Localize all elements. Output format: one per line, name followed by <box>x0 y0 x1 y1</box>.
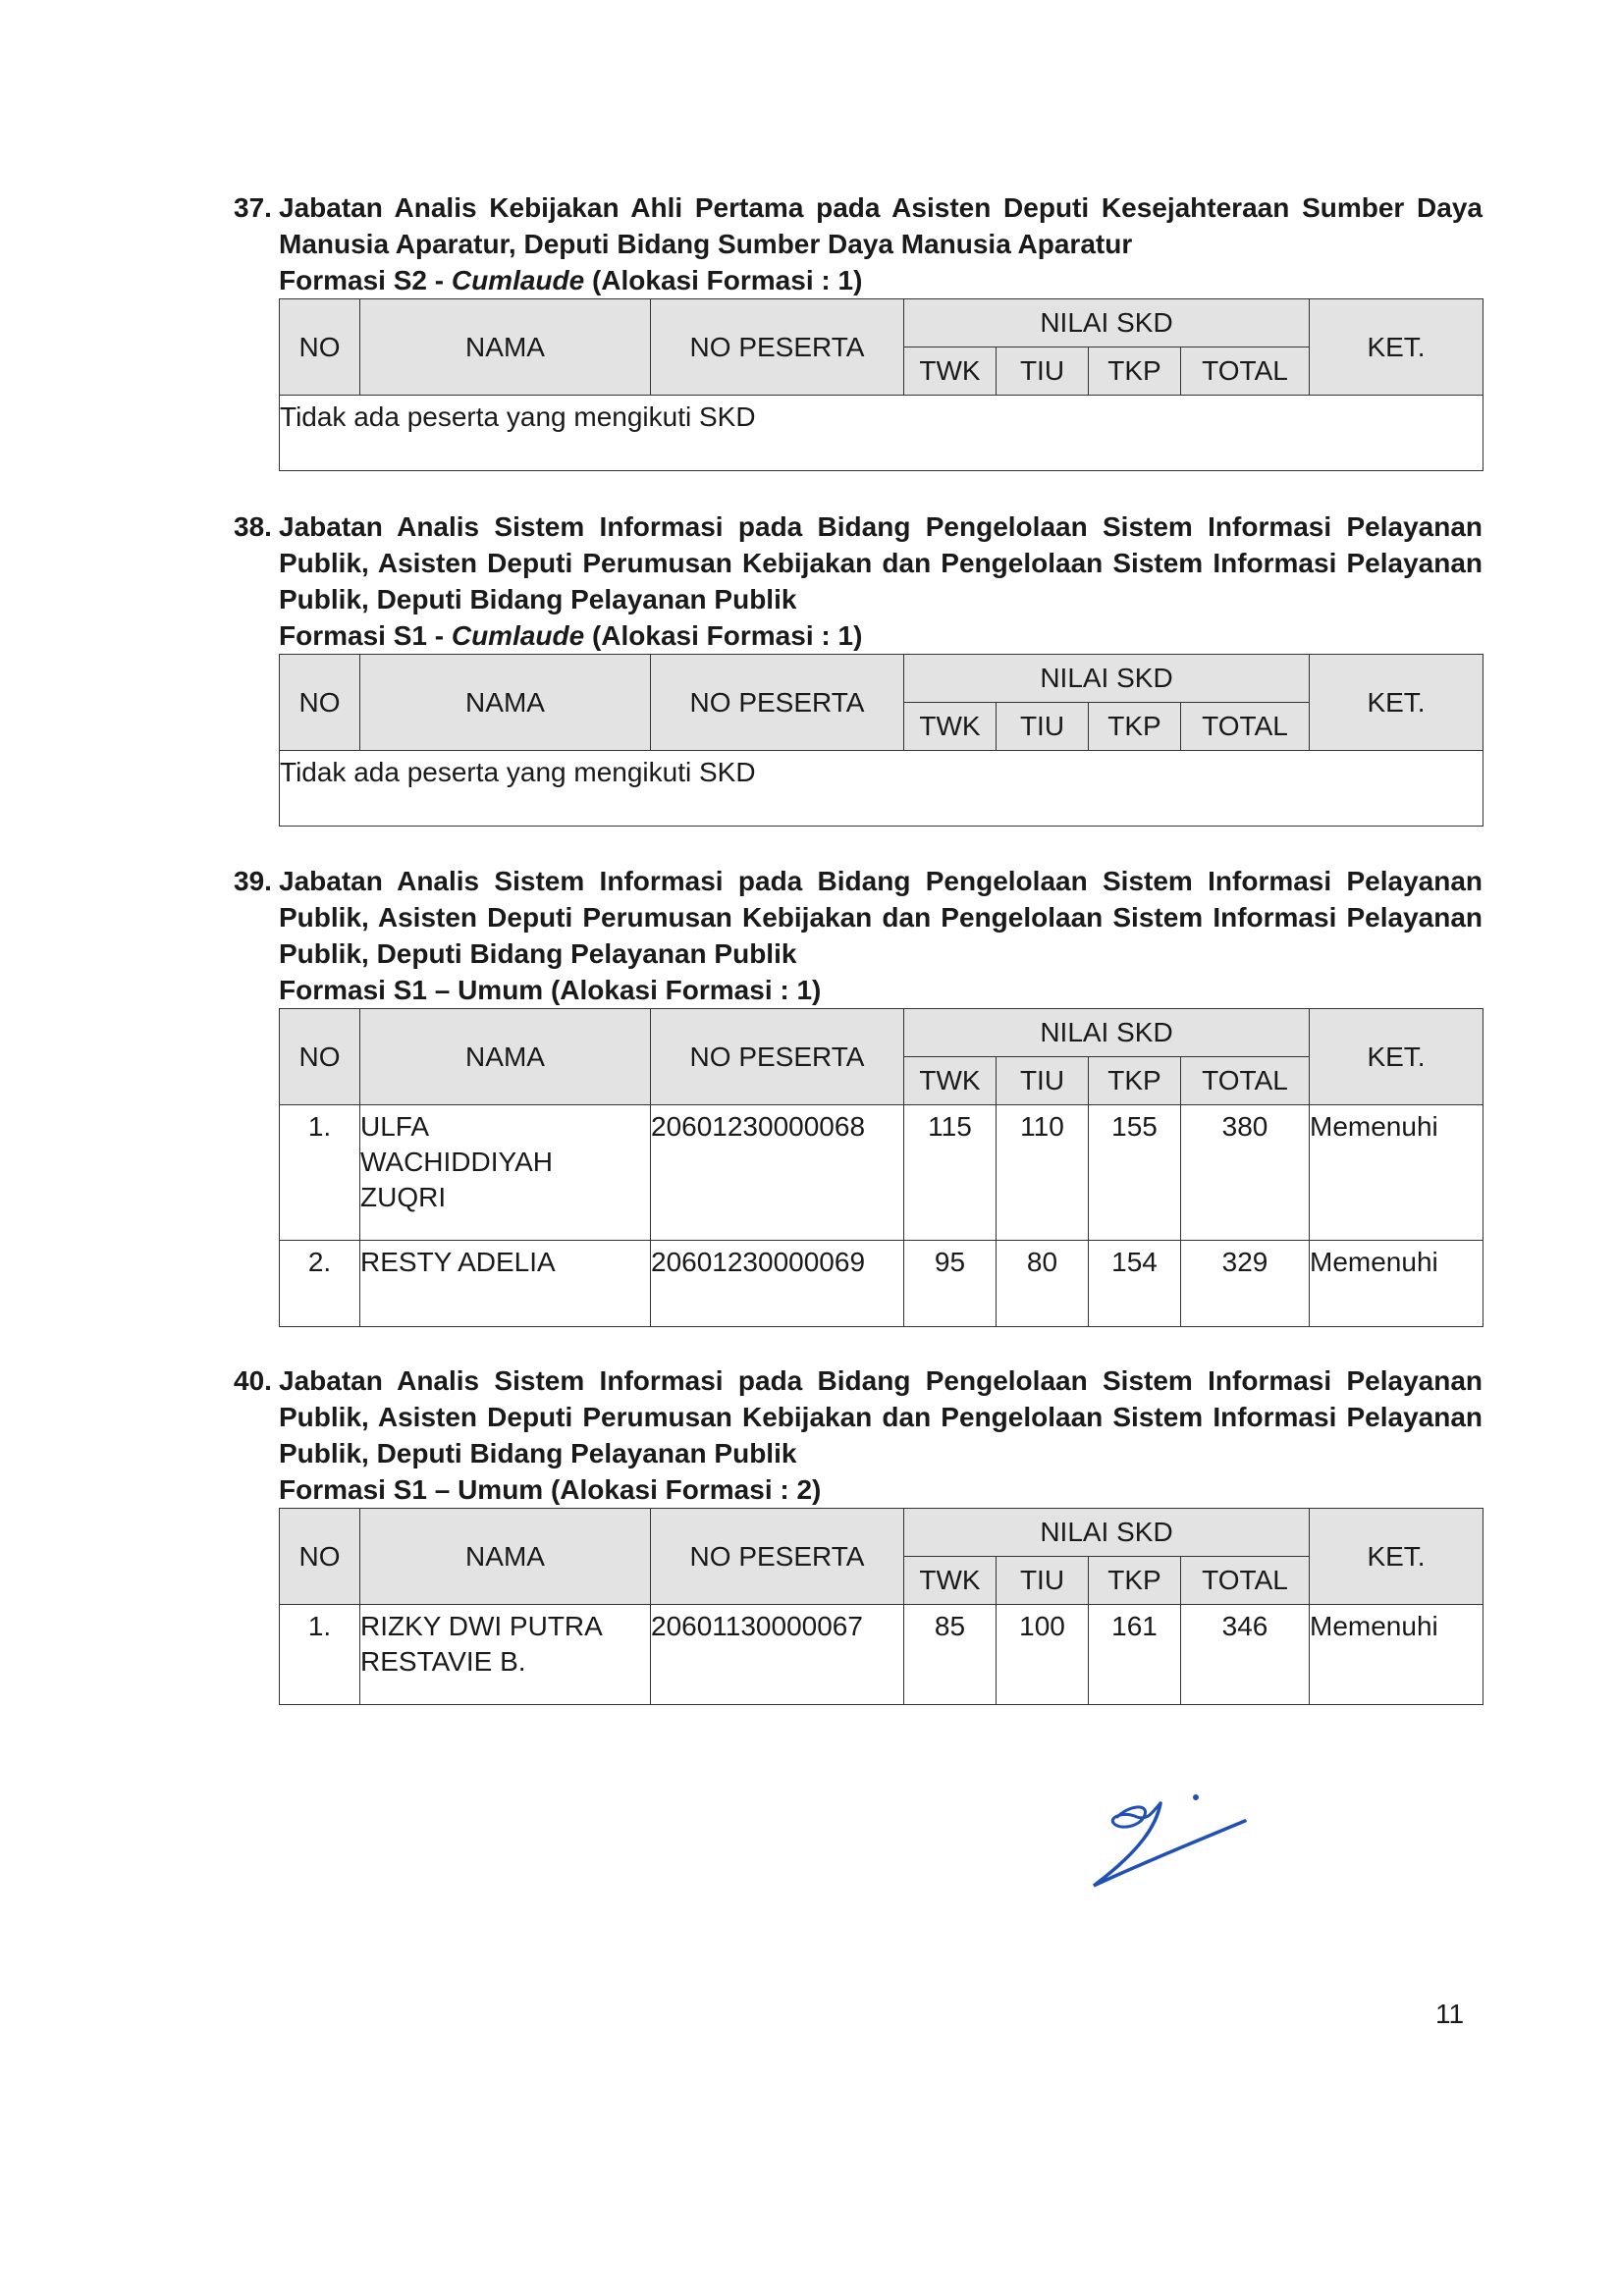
page-number: 11 <box>1435 1999 1465 2029</box>
header-tkp: TKP <box>1089 1057 1181 1105</box>
header-ket: KET. <box>1310 1009 1483 1105</box>
cell-tkp: 161 <box>1089 1605 1181 1705</box>
header-twk: TWK <box>904 1557 997 1605</box>
formasi-line <box>279 1471 1483 1508</box>
header-tkp: TKP <box>1089 347 1181 396</box>
formasi-line <box>279 972 1483 1008</box>
table-row <box>280 1605 1483 1705</box>
header-nama: NAMA <box>360 1509 651 1605</box>
section-37 <box>234 189 1483 471</box>
cell-nama: ULFA WACHIDDIYAH ZUQRI <box>360 1105 651 1241</box>
cell-tkp: 154 <box>1089 1241 1181 1327</box>
cell-no: 2. <box>280 1241 360 1327</box>
header-nilai-skd: NILAI SKD <box>904 655 1310 703</box>
formasi-type: Cumlaude <box>451 265 585 295</box>
header-no: NO <box>280 1009 360 1105</box>
header-nilai-skd: NILAI SKD <box>904 1509 1310 1557</box>
header-twk: TWK <box>904 1057 997 1105</box>
formasi-type: Cumlaude <box>451 620 585 651</box>
header-no-peserta: NO PESERTA <box>651 299 904 396</box>
cell-tiu: 110 <box>997 1105 1089 1241</box>
signature-dot <box>1193 1794 1199 1800</box>
header-no: NO <box>280 655 360 751</box>
section-number: 39. <box>234 866 272 896</box>
header-no-peserta: NO PESERTA <box>651 1509 904 1605</box>
cell-ket: Memenuhi <box>1310 1241 1483 1327</box>
cell-nama: RIZKY DWI PUTRA RESTAVIE B. <box>360 1605 651 1705</box>
section-heading <box>234 508 1483 654</box>
empty-message: Tidak ada peserta yang mengikuti SKD <box>280 396 1483 471</box>
header-nama: NAMA <box>360 1009 651 1105</box>
header-nilai-skd: NILAI SKD <box>904 1009 1310 1057</box>
formasi-prefix: Formasi S1 - <box>279 620 452 651</box>
section-title: Jabatan Analis Sistem Informasi pada Bidang Pengelolaan Sistem Informasi Pelayanan Publik, Asisten Deputi Perumusan Kebijakan dan Pengelolaan Sistem Informasi Pelayanan Publik, Deputi Bidang Pelayanan Publik <box>279 866 1483 969</box>
table-row <box>280 1105 1483 1241</box>
table-row-empty <box>280 396 1483 471</box>
header-ket: KET. <box>1310 655 1483 751</box>
section-39 <box>234 863 1483 1327</box>
skd-table <box>279 298 1483 471</box>
cell-nama: RESTY ADELIA <box>360 1241 651 1327</box>
section-title: Jabatan Analis Sistem Informasi pada Bidang Pengelolaan Sistem Informasi Pelayanan Publik, Asisten Deputi Perumusan Kebijakan dan Pengelolaan Sistem Informasi Pelayanan Publik, Deputi Bidang Pelayanan Publik <box>279 511 1483 614</box>
header-nama: NAMA <box>360 299 651 396</box>
header-twk: TWK <box>904 347 997 396</box>
section-heading <box>234 1362 1483 1508</box>
header-total: TOTAL <box>1181 703 1310 751</box>
skd-table <box>279 1508 1483 1705</box>
section-title: Jabatan Analis Sistem Informasi pada Bidang Pengelolaan Sistem Informasi Pelayanan Publik, Asisten Deputi Perumusan Kebijakan dan Pengelolaan Sistem Informasi Pelayanan Publik, Deputi Bidang Pelayanan Publik <box>279 1365 1483 1468</box>
header-tiu: TIU <box>997 1557 1089 1605</box>
section-40 <box>234 1362 1483 1705</box>
header-twk: TWK <box>904 703 997 751</box>
table-row-empty <box>280 751 1483 827</box>
cell-no: 1. <box>280 1605 360 1705</box>
formasi-prefix: Formasi S2 - <box>279 265 452 295</box>
section-number: 40. <box>234 1365 272 1396</box>
formasi-suffix: (Alokasi Formasi : 1) <box>584 265 863 295</box>
header-total: TOTAL <box>1181 1057 1310 1105</box>
cell-no-peserta: 20601230000068 <box>651 1105 904 1241</box>
cell-no-peserta: 20601130000067 <box>651 1605 904 1705</box>
cell-no: 1. <box>280 1105 360 1241</box>
formasi-line <box>279 617 1483 654</box>
formasi-prefix: Formasi S1 – Umum (Alokasi Formasi : 2) <box>279 1474 822 1505</box>
cell-total: 329 <box>1181 1241 1310 1327</box>
cell-no-peserta: 20601230000069 <box>651 1241 904 1327</box>
header-total: TOTAL <box>1181 347 1310 396</box>
cell-total: 380 <box>1181 1105 1310 1241</box>
formasi-prefix: Formasi S1 – Umum (Alokasi Formasi : 1) <box>279 975 822 1005</box>
section-38 <box>234 508 1483 827</box>
header-tiu: TIU <box>997 703 1089 751</box>
cell-ket: Memenuhi <box>1310 1605 1483 1705</box>
header-nama: NAMA <box>360 655 651 751</box>
header-ket: KET. <box>1310 1509 1483 1605</box>
empty-message: Tidak ada peserta yang mengikuti SKD <box>280 751 1483 827</box>
cell-tkp: 155 <box>1089 1105 1181 1241</box>
cell-twk: 115 <box>904 1105 997 1241</box>
header-tkp: TKP <box>1089 1557 1181 1605</box>
formasi-line <box>279 262 1483 298</box>
section-number: 37. <box>234 192 272 223</box>
section-number: 38. <box>234 511 272 542</box>
cell-tiu: 100 <box>997 1605 1089 1705</box>
header-nilai-skd: NILAI SKD <box>904 299 1310 347</box>
header-no: NO <box>280 1509 360 1605</box>
header-tiu: TIU <box>997 347 1089 396</box>
skd-table <box>279 654 1483 827</box>
header-no: NO <box>280 299 360 396</box>
header-tkp: TKP <box>1089 703 1181 751</box>
header-ket: KET. <box>1310 299 1483 396</box>
cell-twk: 95 <box>904 1241 997 1327</box>
cell-total: 346 <box>1181 1605 1310 1705</box>
header-no-peserta: NO PESERTA <box>651 655 904 751</box>
header-total: TOTAL <box>1181 1557 1310 1605</box>
header-no-peserta: NO PESERTA <box>651 1009 904 1105</box>
section-heading <box>234 863 1483 1008</box>
skd-table <box>279 1008 1483 1327</box>
table-row <box>280 1241 1483 1327</box>
header-tiu: TIU <box>997 1057 1089 1105</box>
signature-mark <box>1080 1782 1257 1899</box>
cell-twk: 85 <box>904 1605 997 1705</box>
formasi-suffix: (Alokasi Formasi : 1) <box>584 620 863 651</box>
cell-ket: Memenuhi <box>1310 1105 1483 1241</box>
section-title: Jabatan Analis Kebijakan Ahli Pertama pada Asisten Deputi Kesejahteraan Sumber Daya Manusia Aparatur, Deputi Bidang Sumber Daya Manusia Aparatur <box>279 192 1483 259</box>
section-heading <box>234 189 1483 298</box>
cell-tiu: 80 <box>997 1241 1089 1327</box>
